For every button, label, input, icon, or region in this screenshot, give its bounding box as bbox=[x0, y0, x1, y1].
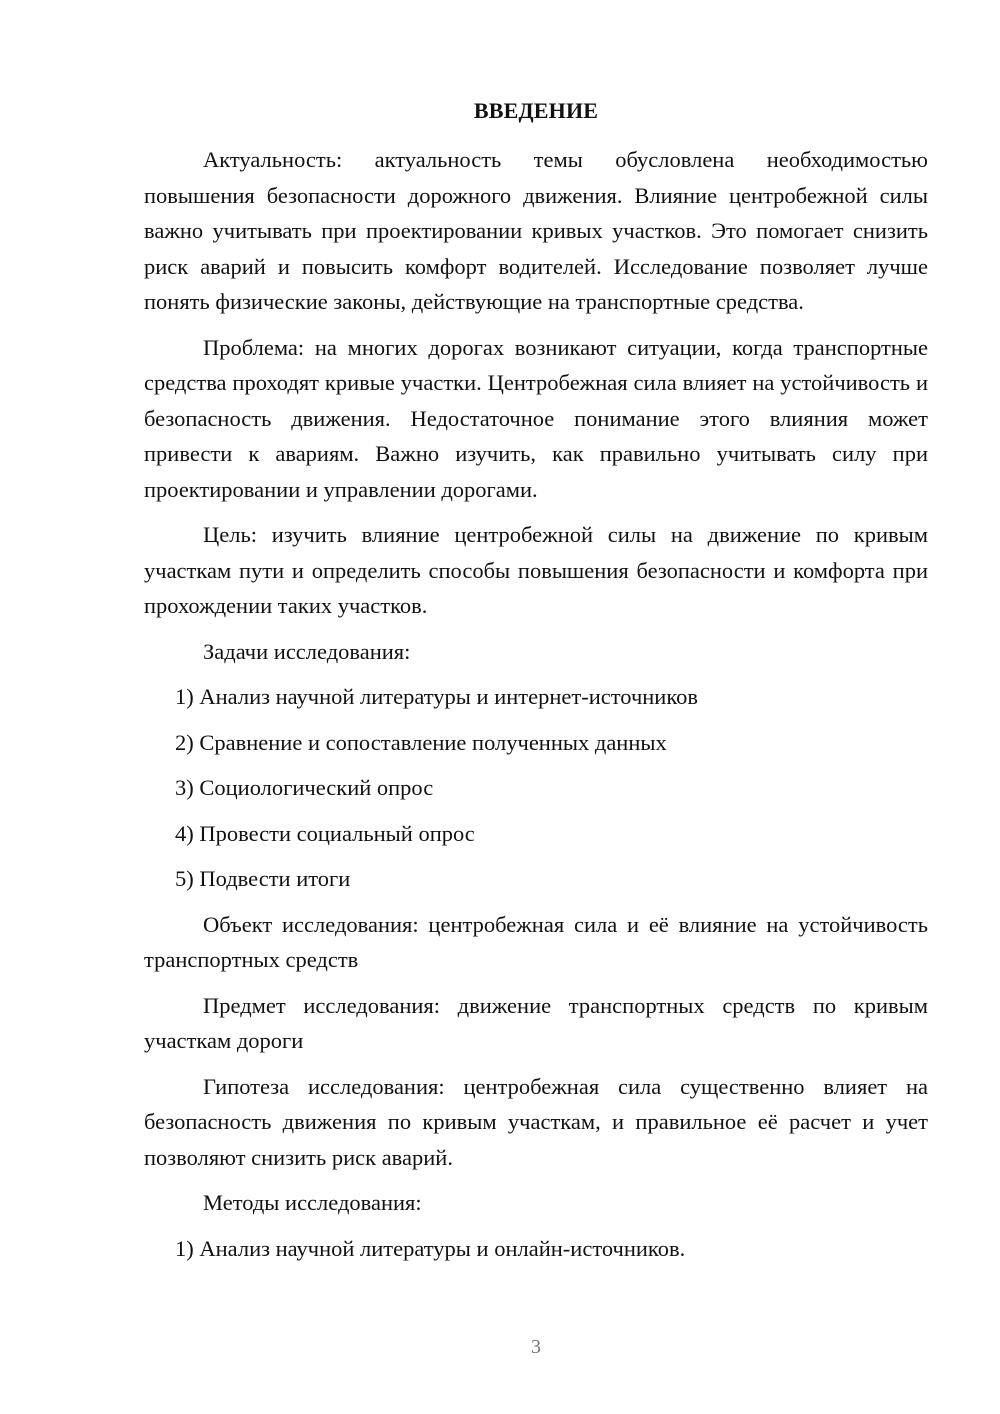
task-item: 1) Анализ научной литературы и интернет-источников bbox=[175, 684, 699, 709]
task-item: 4) Провести социальный опрос bbox=[175, 820, 475, 846]
page-title: ВВЕДЕНИЕ bbox=[473, 98, 599, 123]
page-number: 3 bbox=[531, 1336, 541, 1358]
goal-paragraph: Цель: изучить влияние центробежной силы на движение по кривым участкам пути и определить способы повышения безопасности и комфорта при прохождении таких участков. bbox=[144, 522, 928, 618]
object-paragraph: Объект исследования: центробежная сила и её влияние на устойчивость транспортных средств bbox=[144, 911, 928, 972]
subject-paragraph: Предмет исследования: движение транспортных средств по кривым участкам дороги bbox=[144, 992, 928, 1053]
problem-paragraph: Проблема: на многих дорогах возникают ситуации, когда транспортные средства проходят кривые участки. Центробежная сила влияет на устойчивость и безопасность движения. Недостаточное понимание этого влияния может привести к авариям. Важно изучить, как правильно учитывать силу при проектировании и управлении дорогами. bbox=[144, 334, 928, 502]
tasks-list bbox=[144, 679, 928, 897]
tasks-heading: Задачи исследования: bbox=[203, 638, 411, 664]
task-item: 3) Социологический опрос bbox=[175, 775, 434, 800]
task-item: 5) Подвести итоги bbox=[175, 866, 351, 891]
relevance-paragraph: Актуальность: актуальность темы обусловлена необходимостью повышения безопасности дорожного движения. Влияние центробежной силы важно учитывать при проектировании кривых участков. Это помогает снизить риск аварий и повысить комфорт водителей. Исследование позволяет лучше понять физические законы, действующие на транспортные средства. bbox=[144, 147, 928, 314]
methods-heading: Методы исследования: bbox=[203, 1190, 422, 1215]
hypothesis-paragraph: Гипотеза исследования: центробежная сила существенно влияет на безопасность движения по кривым участкам, и правильное её расчет и учет позволяют снизить риск аварий. bbox=[144, 1073, 928, 1170]
method-item: 1) Анализ научной литературы и онлайн-источников. bbox=[175, 1235, 686, 1261]
methods-list bbox=[144, 1231, 928, 1267]
task-item: 2) Сравнение и сопоставление полученных данных bbox=[175, 729, 667, 755]
document-body bbox=[144, 142, 928, 1276]
